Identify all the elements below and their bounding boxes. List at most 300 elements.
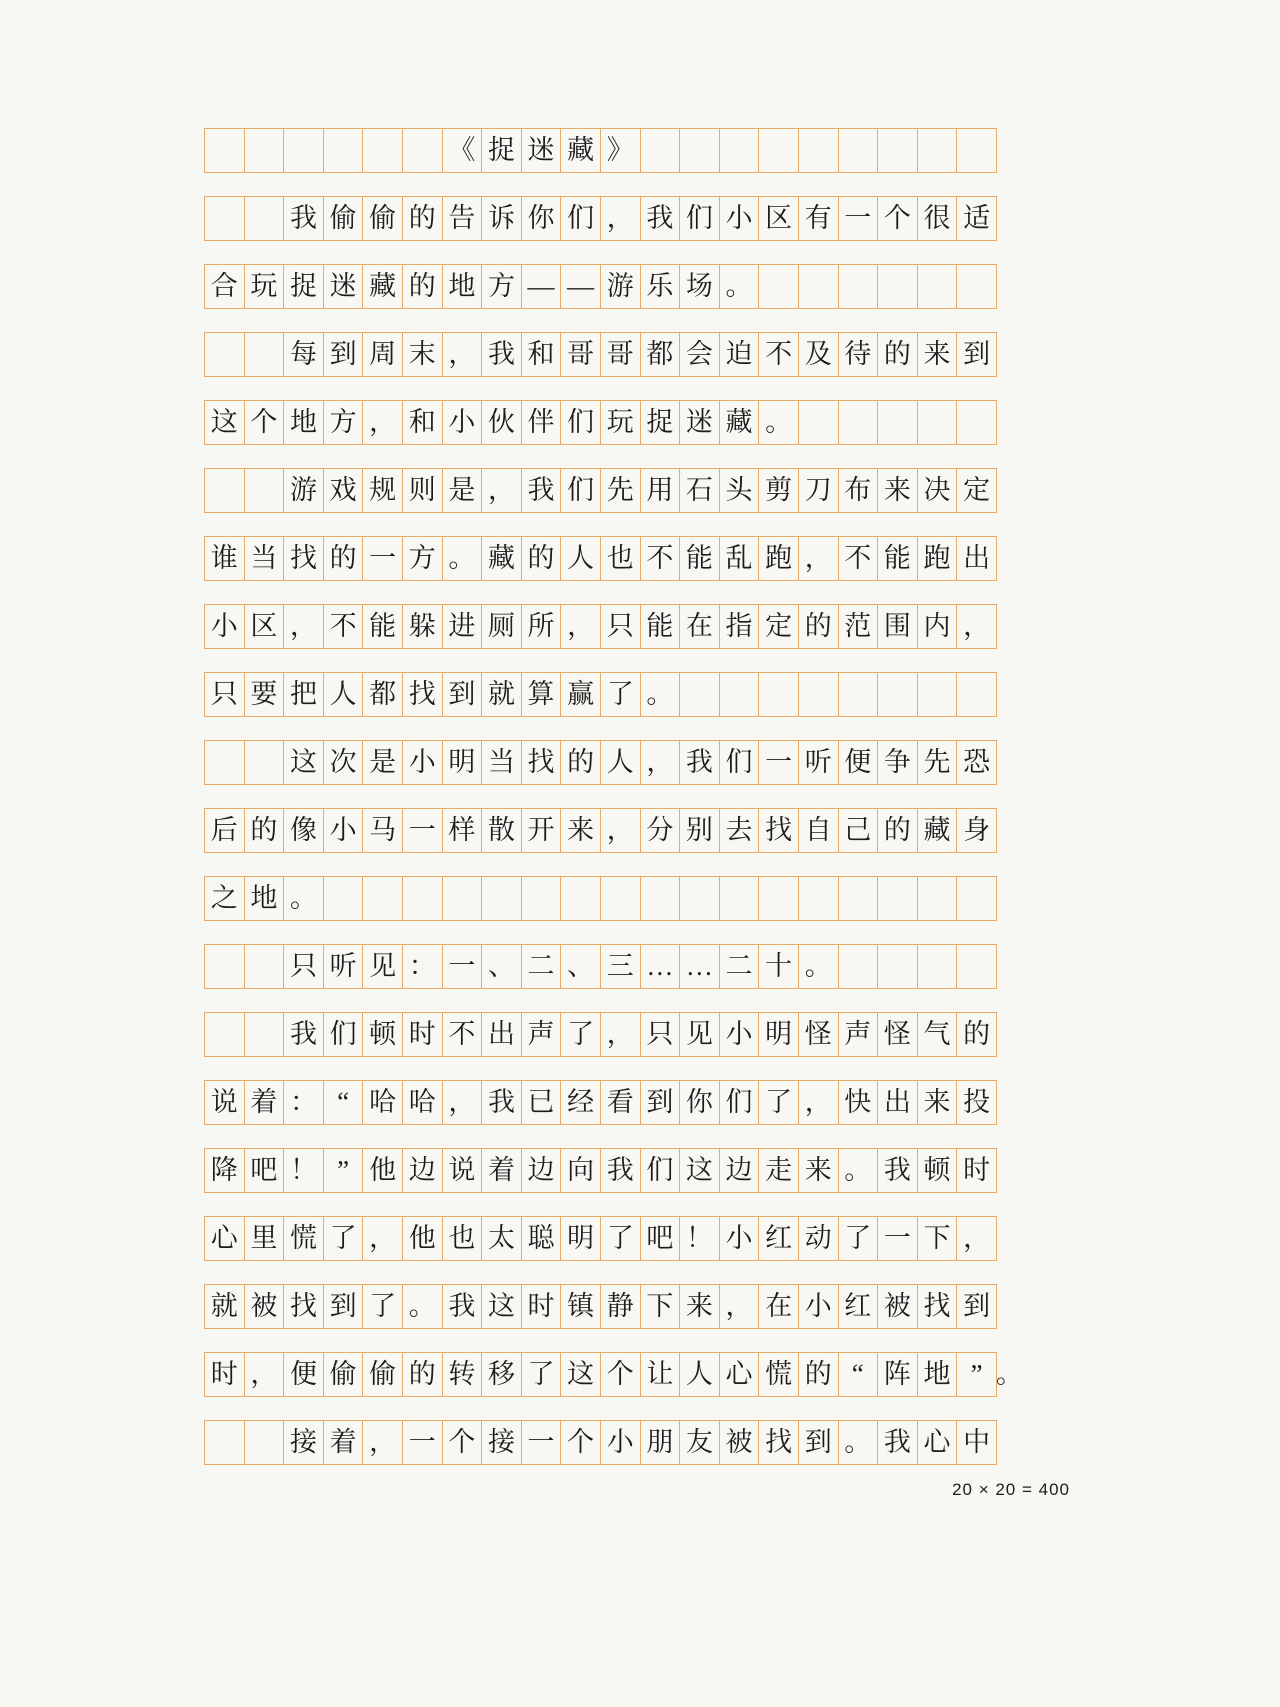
grid-cell (205, 945, 245, 989)
grid-cell: 他 (402, 1217, 442, 1261)
grid-cell: 说 (442, 1149, 482, 1193)
grid-cell: 。 (838, 1421, 878, 1465)
grid-cell: 三 (600, 945, 640, 989)
grid-cell: 哥 (561, 333, 601, 377)
grid-cell: ： (402, 945, 442, 989)
grid-cell (244, 741, 284, 785)
grid-cell (917, 265, 957, 309)
grid-row-gap (205, 989, 997, 1013)
grid-cell: 的 (323, 537, 363, 581)
grid-cell: 来 (561, 809, 601, 853)
grid-cell: 剪 (759, 469, 799, 513)
grid-count-label: 20 × 20 = 400 (952, 1480, 1070, 1499)
grid-cell: 到 (442, 673, 482, 717)
grid-row-gap-cell (205, 717, 997, 741)
grid-cell: 藏 (719, 401, 759, 445)
grid-cell: 头 (719, 469, 759, 513)
grid-cell: 就 (482, 673, 522, 717)
grid-row (205, 1285, 997, 1329)
grid-cell: 分 (640, 809, 680, 853)
grid-cell: 们 (561, 469, 601, 513)
grid-cell: 和 (402, 401, 442, 445)
grid-cell: 小 (719, 197, 759, 241)
grid-cell: 之 (205, 877, 245, 921)
grid-cell: 小 (402, 741, 442, 785)
grid-cell: ， (244, 1353, 284, 1397)
grid-cell: 合 (205, 265, 245, 309)
grid-cell: 一 (363, 537, 403, 581)
grid-cell (957, 945, 997, 989)
grid-cell: 小 (719, 1217, 759, 1261)
grid-cell (561, 877, 601, 921)
grid-cell: 到 (798, 1421, 838, 1465)
grid-row (205, 945, 997, 989)
grid-cell: 十 (759, 945, 799, 989)
grid-cell: ， (363, 401, 403, 445)
grid-cell: 是 (442, 469, 482, 513)
grid-cell (917, 129, 957, 173)
grid-row-gap-cell (205, 241, 997, 265)
grid-cell (244, 469, 284, 513)
grid-cell: 算 (521, 673, 561, 717)
grid-cell (205, 469, 245, 513)
grid-cell (957, 877, 997, 921)
grid-cell: 出 (878, 1081, 918, 1125)
grid-row (205, 469, 997, 513)
grid-cell: 着 (244, 1081, 284, 1125)
grid-cell (838, 673, 878, 717)
grid-row (205, 333, 997, 377)
grid-cell (680, 877, 720, 921)
grid-cell (878, 265, 918, 309)
grid-cell (798, 129, 838, 173)
grid-cell: 赢 (561, 673, 601, 717)
grid-table (204, 128, 1023, 1465)
grid-cell: ， (957, 605, 997, 649)
grid-cell: 在 (759, 1285, 799, 1329)
grid-cell: 找 (402, 673, 442, 717)
grid-cell: 慌 (284, 1217, 324, 1261)
grid-cell: ， (363, 1421, 403, 1465)
grid-cell: 聪 (521, 1217, 561, 1261)
grid-cell: 偷 (323, 197, 363, 241)
grid-cell: 、 (482, 945, 522, 989)
grid-cell (838, 401, 878, 445)
grid-cell: ， (284, 605, 324, 649)
grid-cell: 你 (521, 197, 561, 241)
grid-cell: 了 (521, 1353, 561, 1397)
grid-cell: 走 (759, 1149, 799, 1193)
grid-row-gap-cell (205, 785, 997, 809)
grid-cell (402, 129, 442, 173)
grid-cell: 让 (640, 1353, 680, 1397)
grid-cell: 这 (205, 401, 245, 445)
grid-row (205, 605, 997, 649)
grid-cell (798, 673, 838, 717)
grid-cell: 身 (957, 809, 997, 853)
grid-cell: 到 (323, 1285, 363, 1329)
grid-cell: 能 (680, 537, 720, 581)
grid-cell: 一 (878, 1217, 918, 1261)
grid-cell: ， (798, 537, 838, 581)
grid-cell: ： (284, 1081, 324, 1125)
grid-row-gap (205, 921, 997, 945)
grid-cell: — (561, 265, 601, 309)
grid-cell: 有 (798, 197, 838, 241)
grid-cell (363, 877, 403, 921)
grid-cell: 了 (759, 1081, 799, 1125)
grid-cell: 规 (363, 469, 403, 513)
grid-cell: 我 (640, 197, 680, 241)
grid-cell: 时 (521, 1285, 561, 1329)
grid-cell: 去 (719, 809, 759, 853)
grid-row-gap (205, 717, 997, 741)
grid-cell: 这 (284, 741, 324, 785)
grid-cell: 迷 (521, 129, 561, 173)
grid-row (205, 129, 997, 173)
grid-cell: 后 (205, 809, 245, 853)
grid-cell: 顿 (917, 1149, 957, 1193)
grid-cell: 这 (680, 1149, 720, 1193)
grid-cell: 。 (284, 877, 324, 921)
grid-cell: 心 (205, 1217, 245, 1261)
grid-cell: 小 (205, 605, 245, 649)
grid-cell: 一 (402, 809, 442, 853)
grid-cell: 则 (402, 469, 442, 513)
grid-cell: 布 (838, 469, 878, 513)
grid-cell (205, 741, 245, 785)
grid-cell: 当 (482, 741, 522, 785)
grid-cell: 说 (205, 1081, 245, 1125)
grid-cell: 这 (561, 1353, 601, 1397)
grid-row (205, 265, 997, 309)
grid-cell: ， (600, 197, 640, 241)
grid-cell: 明 (442, 741, 482, 785)
grid-cell: 方 (482, 265, 522, 309)
grid-cell: 范 (838, 605, 878, 649)
grid-cell: 玩 (244, 265, 284, 309)
grid-cell: — (521, 265, 561, 309)
grid-cell: 地 (244, 877, 284, 921)
grid-cell (759, 877, 799, 921)
grid-cell: 恐 (957, 741, 997, 785)
grid-cell (244, 945, 284, 989)
grid-cell: 的 (402, 1353, 442, 1397)
grid-row-gap (205, 513, 997, 537)
grid-cell (878, 673, 918, 717)
grid-cell: 散 (482, 809, 522, 853)
grid-cell: 朋 (640, 1421, 680, 1465)
grid-cell: 来 (680, 1285, 720, 1329)
grid-cell: 跑 (917, 537, 957, 581)
grid-row-gap-cell (205, 853, 997, 877)
grid-cell: 游 (600, 265, 640, 309)
grid-cell: 马 (363, 809, 403, 853)
grid-cell: 降 (205, 1149, 245, 1193)
grid-cell: 听 (798, 741, 838, 785)
grid-row-gap (205, 581, 997, 605)
grid-cell: 和 (521, 333, 561, 377)
grid-cell: 要 (244, 673, 284, 717)
grid-cell: 我 (482, 1081, 522, 1125)
grid-cell: 顿 (363, 1013, 403, 1057)
grid-body (205, 129, 1023, 1465)
grid-cell (205, 1421, 245, 1465)
grid-cell: 接 (482, 1421, 522, 1465)
grid-cell: 我 (878, 1421, 918, 1465)
grid-cell: 藏 (561, 129, 601, 173)
grid-row-gap-cell (205, 1397, 997, 1421)
grid-cell: “ (838, 1353, 878, 1397)
grid-cell: 明 (561, 1217, 601, 1261)
grid-cell: 出 (957, 537, 997, 581)
grid-cell: 已 (521, 1081, 561, 1125)
grid-cell: 向 (561, 1149, 601, 1193)
grid-cell: 不 (442, 1013, 482, 1057)
grid-row (205, 1149, 997, 1193)
grid-cell: 一 (521, 1421, 561, 1465)
grid-cell: 捉 (284, 265, 324, 309)
grid-cell: 小 (719, 1013, 759, 1057)
grid-cell: 们 (561, 197, 601, 241)
grid-cell: 时 (402, 1013, 442, 1057)
grid-row-gap (205, 445, 997, 469)
grid-cell: 经 (561, 1081, 601, 1125)
grid-cell: ” 。 (957, 1353, 997, 1397)
grid-cell: 们 (719, 741, 759, 785)
grid-cell: 着 (323, 1421, 363, 1465)
grid-cell: ， (482, 469, 522, 513)
grid-cell: 们 (640, 1149, 680, 1193)
grid-cell: 刀 (798, 469, 838, 513)
grid-cell: 的 (402, 265, 442, 309)
grid-cell: 告 (442, 197, 482, 241)
grid-cell: 用 (640, 469, 680, 513)
grid-row (205, 1353, 997, 1397)
overflow-punctuation: 。 (995, 1359, 1023, 1389)
grid-cell (323, 877, 363, 921)
grid-cell: 时 (957, 1149, 997, 1193)
grid-cell (600, 877, 640, 921)
grid-cell (719, 673, 759, 717)
grid-cell: 到 (957, 333, 997, 377)
grid-cell: 个 (561, 1421, 601, 1465)
grid-cell: 吧 (640, 1217, 680, 1261)
grid-cell: 个 (600, 1353, 640, 1397)
grid-cell (244, 197, 284, 241)
grid-cell: 围 (878, 605, 918, 649)
grid-cell: 方 (323, 401, 363, 445)
grid-row-gap-cell (205, 1057, 997, 1081)
grid-cell: 出 (482, 1013, 522, 1057)
grid-cell (363, 129, 403, 173)
grid-cell: ， (561, 605, 601, 649)
grid-cell: 了 (363, 1285, 403, 1329)
grid-cell: 的 (798, 1353, 838, 1397)
grid-cell: 争 (878, 741, 918, 785)
grid-cell (957, 401, 997, 445)
grid-cell: 我 (521, 469, 561, 513)
grid-cell: 太 (482, 1217, 522, 1261)
grid-cell: 定 (957, 469, 997, 513)
grid-row (205, 537, 997, 581)
grid-cell: 适 (957, 197, 997, 241)
grid-cell: 戏 (323, 469, 363, 513)
grid-cell: ， (640, 741, 680, 785)
grid-row (205, 1081, 997, 1125)
grid-cell: 哈 (363, 1081, 403, 1125)
grid-cell: 区 (244, 605, 284, 649)
grid-cell: 镇 (561, 1285, 601, 1329)
grid-cell (640, 877, 680, 921)
grid-cell (878, 945, 918, 989)
grid-cell: 只 (205, 673, 245, 717)
grid-cell: 人 (323, 673, 363, 717)
grid-cell: 便 (284, 1353, 324, 1397)
grid-cell: 被 (719, 1421, 759, 1465)
grid-cell: 捉 (640, 401, 680, 445)
grid-cell: 待 (838, 333, 878, 377)
grid-cell: 就 (205, 1285, 245, 1329)
grid-cell (680, 673, 720, 717)
grid-cell: 来 (878, 469, 918, 513)
grid-cell: 很 (917, 197, 957, 241)
grid-cell: 谁 (205, 537, 245, 581)
grid-cell: 人 (561, 537, 601, 581)
grid-cell: 们 (323, 1013, 363, 1057)
grid-cell (244, 333, 284, 377)
grid-cell: 你 (680, 1081, 720, 1125)
grid-cell: … (640, 945, 680, 989)
grid-cell: 《 (442, 129, 482, 173)
grid-row-gap (205, 1261, 997, 1285)
grid-cell: 找 (917, 1285, 957, 1329)
grid-cell: 都 (363, 673, 403, 717)
grid-cell: 也 (600, 537, 640, 581)
grid-cell: ， (600, 1013, 640, 1057)
grid-cell: 的 (521, 537, 561, 581)
grid-cell: 。 (719, 265, 759, 309)
grid-cell (244, 129, 284, 173)
grid-cell: 地 (442, 265, 482, 309)
grid-cell: 也 (442, 1217, 482, 1261)
grid-cell: 看 (600, 1081, 640, 1125)
grid-cell (759, 265, 799, 309)
grid-cell: 在 (680, 605, 720, 649)
grid-cell: 方 (402, 537, 442, 581)
grid-row (205, 1217, 997, 1261)
grid-row-gap (205, 1397, 997, 1421)
grid-cell: … (680, 945, 720, 989)
grid-cell: 们 (680, 197, 720, 241)
grid-cell: ， (442, 1081, 482, 1125)
grid-cell: 。 (442, 537, 482, 581)
grid-cell: 小 (323, 809, 363, 853)
grid-cell: 决 (917, 469, 957, 513)
grid-cell: 指 (719, 605, 759, 649)
grid-cell: 被 (878, 1285, 918, 1329)
grid-row-gap (205, 241, 997, 265)
grid-cell: ！ (680, 1217, 720, 1261)
grid-cell: 找 (521, 741, 561, 785)
grid-cell: 。 (640, 673, 680, 717)
grid-cell: 来 (917, 333, 957, 377)
grid-row (205, 401, 997, 445)
grid-cell: 找 (284, 537, 324, 581)
grid-cell (917, 673, 957, 717)
grid-row-gap-cell (205, 1125, 997, 1149)
grid-cell: 来 (798, 1149, 838, 1193)
grid-cell: 了 (600, 1217, 640, 1261)
grid-cell: 偷 (323, 1353, 363, 1397)
grid-cell (917, 877, 957, 921)
grid-row-gap-cell (205, 377, 997, 401)
grid-cell: 哈 (402, 1081, 442, 1125)
grid-row-gap (205, 309, 997, 333)
grid-cell (244, 1421, 284, 1465)
grid-cell: 边 (402, 1149, 442, 1193)
grid-row-gap (205, 853, 997, 877)
grid-cell (640, 129, 680, 173)
grid-cell: 着 (482, 1149, 522, 1193)
grid-cell: 个 (878, 197, 918, 241)
grid-cell (798, 265, 838, 309)
grid-cell (957, 673, 997, 717)
grid-cell: 人 (680, 1353, 720, 1397)
grid-cell (482, 877, 522, 921)
grid-row-gap-cell (205, 921, 997, 945)
grid-cell: 偷 (363, 197, 403, 241)
grid-cell: 听 (323, 945, 363, 989)
grid-cell: 了 (561, 1013, 601, 1057)
grid-cell: 找 (759, 809, 799, 853)
grid-cell: 只 (284, 945, 324, 989)
grid-cell: 跑 (759, 537, 799, 581)
grid-cell: 迷 (680, 401, 720, 445)
grid-cell (284, 129, 324, 173)
grid-cell (878, 401, 918, 445)
grid-row (205, 197, 997, 241)
grid-cell: 吧 (244, 1149, 284, 1193)
grid-cell: 哥 (600, 333, 640, 377)
grid-cell: 进 (442, 605, 482, 649)
grid-cell: 躲 (402, 605, 442, 649)
grid-cell: 的 (878, 333, 918, 377)
grid-cell (759, 129, 799, 173)
grid-cell: 每 (284, 333, 324, 377)
grid-cell: ， (719, 1285, 759, 1329)
grid-cell: 他 (363, 1149, 403, 1193)
grid-cell: 这 (482, 1285, 522, 1329)
grid-cell: 别 (680, 809, 720, 853)
grid-cell: ！ (284, 1149, 324, 1193)
grid-cell: 的 (957, 1013, 997, 1057)
grid-cell: 不 (759, 333, 799, 377)
grid-cell (205, 197, 245, 241)
grid-cell (917, 945, 957, 989)
grid-cell: 一 (442, 945, 482, 989)
grid-cell: 开 (521, 809, 561, 853)
grid-cell: 便 (838, 741, 878, 785)
grid-cell: 边 (719, 1149, 759, 1193)
grid-cell: 我 (878, 1149, 918, 1193)
grid-cell: 的 (878, 809, 918, 853)
grid-cell: 声 (521, 1013, 561, 1057)
grid-cell: 友 (680, 1421, 720, 1465)
grid-cell: 二 (719, 945, 759, 989)
grid-row-gap (205, 1057, 997, 1081)
grid-cell: 是 (363, 741, 403, 785)
